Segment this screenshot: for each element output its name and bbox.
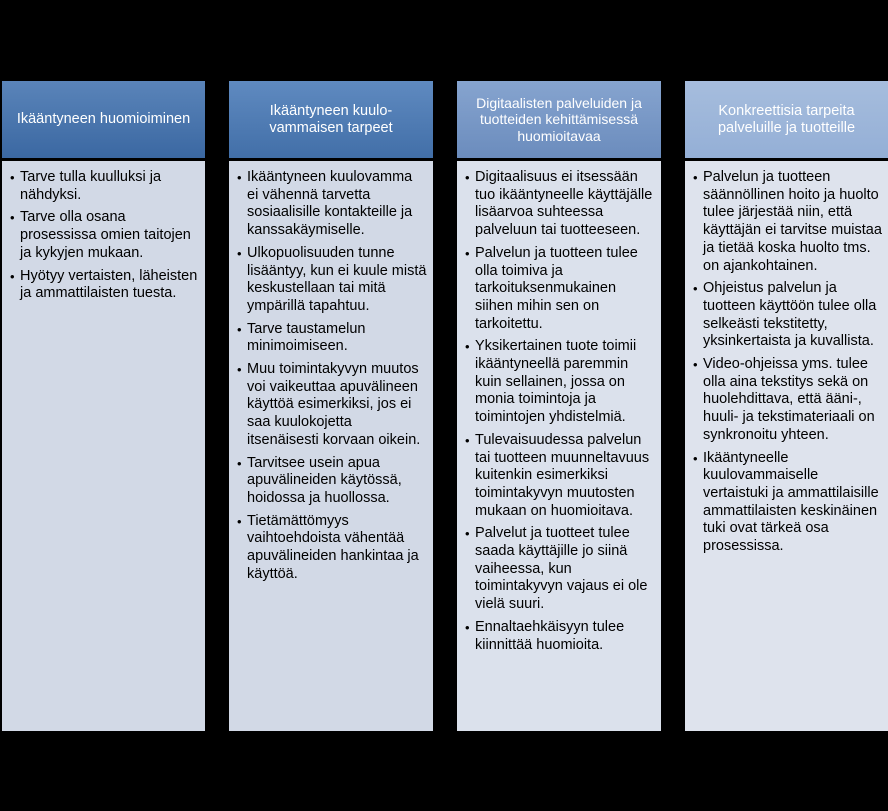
column-body <box>685 161 888 731</box>
column-header <box>229 81 433 158</box>
bullet-list <box>693 169 882 556</box>
column-digital-development <box>457 81 661 731</box>
bullet-item: • Tarvitsee usein apua apuvälineiden käytössä, hoidossa ja huollossa. <box>237 455 427 508</box>
column-hearing-impaired-needs <box>229 81 433 731</box>
bullet-item: • Palvelun ja tuotteen tulee olla toimiva ja tarkoituksenmukainen siihen mihin sen on tarkoitettu. <box>465 245 655 334</box>
bullet-item: • Ohjeistus palvelun ja tuotteen käyttöön tulee olla selkeästi tekstitetty, yksinkertaista ja kuvallista. <box>693 280 882 351</box>
bullet-item: • Tarve olla osana prosessissa omien taitojen ja kykyjen mukaan. <box>10 209 199 262</box>
bullet-item: • Muu toimintakyvyn muutos voi vaikeuttaa apuvälineen käyttöä esimerkiksi, jos ei saa kuulokojetta itsenäisesti korvaan oikein. <box>237 361 427 450</box>
bullet-item: • Tulevaisuudessa palvelun tai tuotteen muunneltavuus kuitenkin esimerkiksi toimintakyvyn muutosten mukaan on huomioitava. <box>465 432 655 521</box>
column-header <box>457 81 661 158</box>
bullet-item: • Yksikertainen tuote toimii ikääntyneellä paremmin kuin sellainen, jossa on monia toimintoja ja toimintojen yhdistelmiä. <box>465 338 655 427</box>
column-concrete-needs <box>685 81 888 731</box>
column-header-text: Digitaalisten palveluiden ja tuotteiden kehittämisessä huomioitavaa <box>476 94 642 144</box>
bullet-item: • Tarve tulla kuulluksi ja nähdyksi. <box>10 169 199 204</box>
column-body <box>457 161 661 731</box>
bullet-item: • Video-ohjeissa yms. tulee olla aina tekstitys sekä on huolehdittava, että ääni-, huuli- ja tekstimateriaali on synkronoitu yhteen. <box>693 356 882 445</box>
bullet-item: • Hyötyy vertaisten, läheisten ja ammattilaisten tuesta. <box>10 268 199 303</box>
bullet-item: • Palvelun ja tuotteen säännöllinen hoito ja huolto tulee järjestää niin, että käyttäjän ei tarvitse muistaa ja tietää koska huolto tms. on ajankohtainen. <box>693 169 882 275</box>
bullet-list <box>237 169 427 583</box>
column-body <box>2 161 205 731</box>
bullet-item: • Ikääntyneelle kuulovammaiselle vertaistuki ja ammattilaisille ammattilaisten keskinäinen tuki ovat tärkeä osa prosessissa. <box>693 450 882 556</box>
column-body <box>229 161 433 731</box>
column-elderly-consideration <box>2 81 205 731</box>
column-header <box>2 81 205 158</box>
bullet-item: • Digitaalisuus ei itsessään tuo ikääntyneelle käyttäjälle lisäarvoa suhteessa palveluun tai tuotteeseen. <box>465 169 655 240</box>
column-header <box>685 81 888 158</box>
bullet-item: • Palvelut ja tuotteet tulee saada käyttäjille jo siinä vaiheessa, kun toimintakyvyn vajaus ei ole vielä suuri. <box>465 525 655 614</box>
bullet-item: • Tarve taustamelun minimoimiseen. <box>237 321 427 356</box>
column-header-text: Ikääntyneen kuulo-vammaisen tarpeet <box>269 102 393 136</box>
bullet-item: • Tietämättömyys vaihtoehdoista vähentää apuvälineiden hankintaa ja käyttöä. <box>237 513 427 584</box>
bullet-item: • Ikääntyneen kuulovamma ei vähennä tarvetta sosiaalisille kontakteille ja kanssakäymiselle. <box>237 169 427 240</box>
column-header-text: Ikääntyneen huomioiminen <box>16 111 191 127</box>
bullet-item: • Ulkopuolisuuden tunne lisääntyy, kun ei kuule mistä keskustellaan tai mitä ympärillä tapahtuu. <box>237 245 427 316</box>
bullet-item: • Ennaltaehkäisyyn tulee kiinnittää huomioita. <box>465 619 655 654</box>
column-header-text: Konkreettisia tarpeita palveluille ja tuotteille <box>717 102 856 136</box>
bullet-list <box>10 169 199 303</box>
bullet-list <box>465 169 655 654</box>
